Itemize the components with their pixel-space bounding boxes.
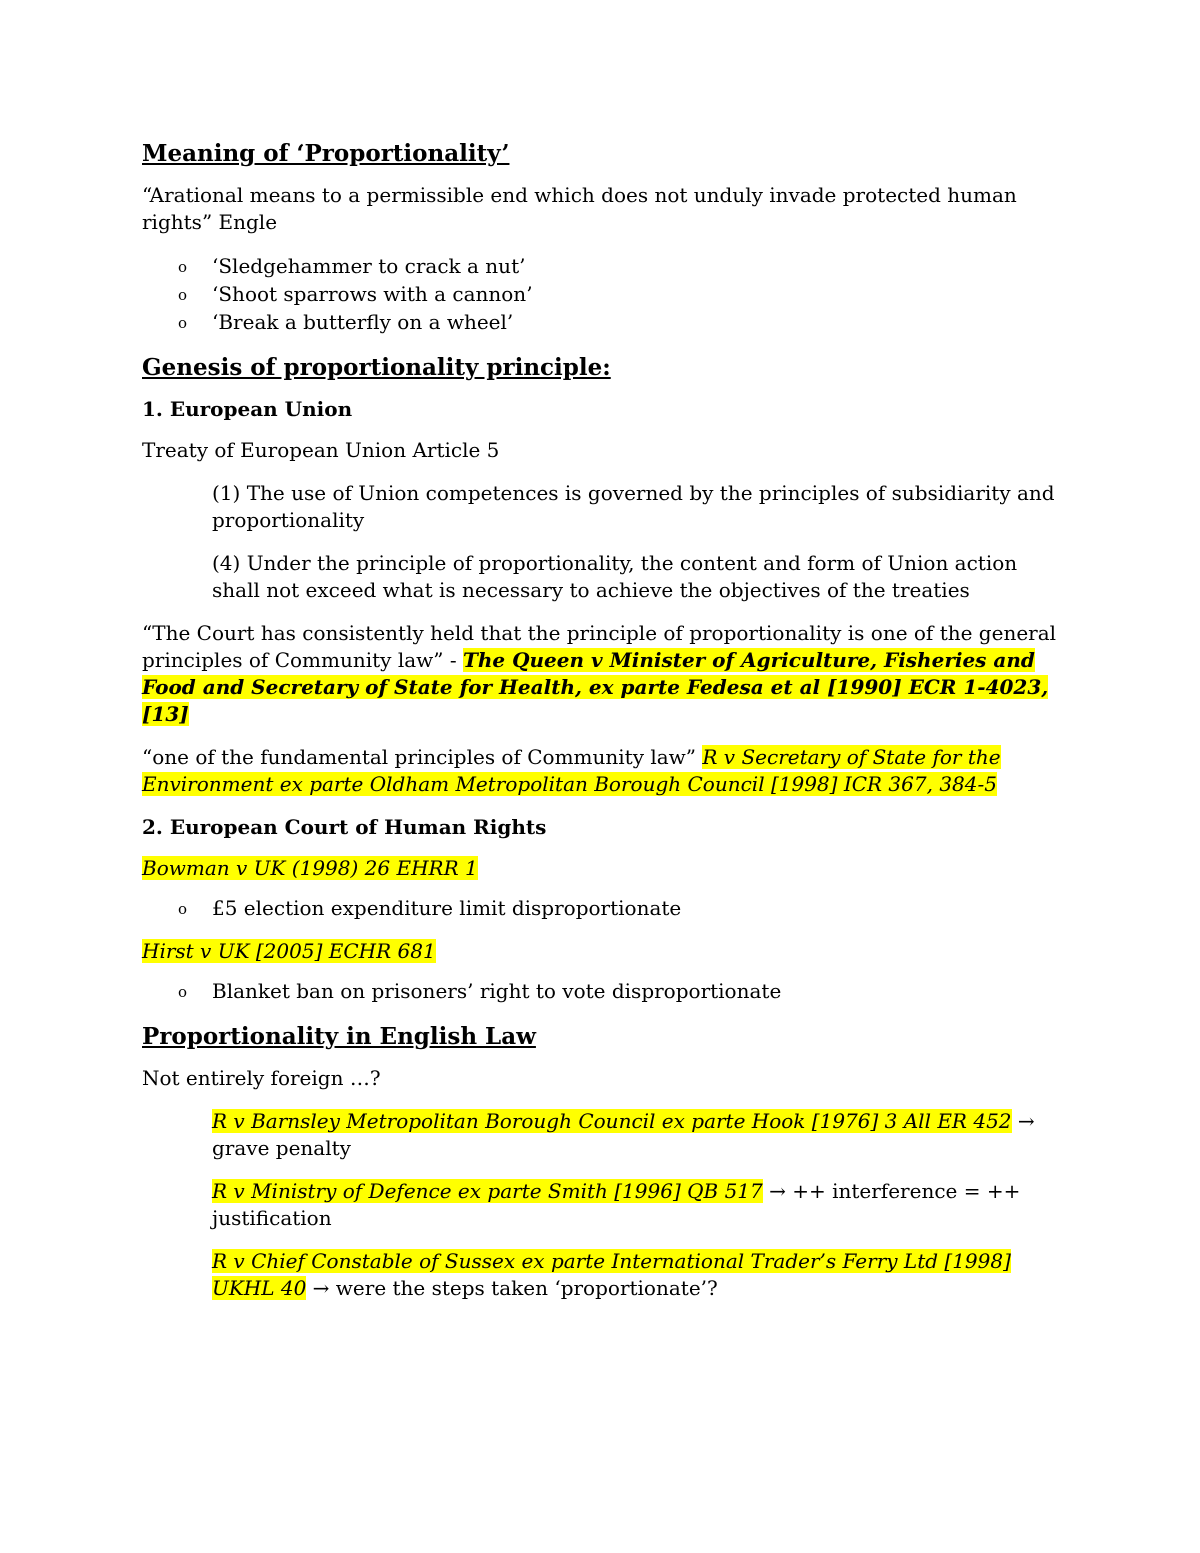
list-item: o ‘Break a butterfly on a wheel’ xyxy=(142,308,1062,336)
court-quote: “The Court has consistently held that the principle of proportionality is one of the general principles of Community law” - xyxy=(142,621,1057,672)
list-item: o £5 election expenditure limit disproportionate xyxy=(142,894,1062,922)
list-item: o Blanket ban on prisoners’ right to vote disproportionate xyxy=(142,977,1062,1005)
case-citation-hook: R v Barnsley Metropolitan Borough Council ex parte Hook [1976] 3 All ER 452 xyxy=(212,1109,1012,1133)
smith-note: → ++ interference = ++ justification xyxy=(212,1179,1021,1230)
subheading-echr: 2. European Court of Human Rights xyxy=(142,815,547,839)
bullet-icon: o xyxy=(178,286,188,304)
article-clause-1: (1) The use of Union competences is governed by the principles of subsidiarity and proportionality xyxy=(212,481,1055,532)
case-citation-smith: R v Ministry of Defence ex parte Smith [1996] QB 517 xyxy=(212,1179,763,1203)
case-citation-fedesa: The Queen v Minister of Agriculture, Fisheries and Food and Secretary of State for Health, ex parte Fedesa et al [1990] ECR 1-4023, [13] xyxy=(142,648,1049,726)
bowman-paragraph xyxy=(142,855,1062,882)
case-citation-oldham: R v Secretary of State for the Environment ex parte Oldham Metropolitan Borough Council [1998] ICR 367, 384-5 xyxy=(142,745,1001,796)
bullet-icon: o xyxy=(178,258,188,276)
bowman-notes xyxy=(142,894,1062,922)
fundamental-quote-paragraph xyxy=(142,744,1062,798)
article-clause-4: (4) Under the principle of proportionality, the content and form of Union action shall not exceed what is necessary to achieve the objectives of the treaties xyxy=(212,551,1018,602)
hook-paragraph xyxy=(212,1108,1062,1162)
subheading-european-union: 1. European Union xyxy=(142,397,353,421)
fundamental-quote: “one of the fundamental principles of Community law” xyxy=(142,745,703,769)
document-page xyxy=(142,138,1062,1318)
smith-paragraph xyxy=(212,1178,1062,1232)
engle-quote: “Arational means to a permissible end which does not unduly invade protected human rights” Engle xyxy=(142,183,1017,234)
list-item: o ‘Shoot sparrows with a cannon’ xyxy=(142,280,1062,308)
heading-genesis: Genesis of proportionality principle: xyxy=(142,354,611,381)
case-citation-bowman: Bowman v UK (1998) 26 EHRR 1 xyxy=(142,856,478,880)
bullet-icon: o xyxy=(178,983,188,1001)
bullet-icon: o xyxy=(178,900,188,918)
hirst-notes xyxy=(142,977,1062,1005)
hirst-paragraph xyxy=(142,938,1062,965)
heading-meaning-of-proportionality: Meaning of ‘Proportionality’ xyxy=(142,140,510,167)
case-citation-hirst: Hirst v UK [2005] ECHR 681 xyxy=(142,939,436,963)
treaty-reference: Treaty of European Union Article 5 xyxy=(142,438,500,462)
hook-note: → grave penalty xyxy=(212,1109,1035,1160)
list-item: o ‘Sledgehammer to crack a nut’ xyxy=(142,252,1062,280)
court-quote-paragraph xyxy=(142,620,1062,728)
itf-paragraph xyxy=(212,1248,1062,1302)
heading-english-law: Proportionality in English Law xyxy=(142,1023,536,1050)
case-citation-itf: R v Chief Constable of Sussex ex parte International Trader’s Ferry Ltd [1998] UKHL 40 xyxy=(212,1249,1011,1300)
metaphor-list xyxy=(142,252,1062,336)
itf-note: → were the steps taken ‘proportionate’? xyxy=(306,1276,718,1300)
intro-question: Not entirely foreign …? xyxy=(142,1066,381,1090)
bullet-icon: o xyxy=(178,314,188,332)
